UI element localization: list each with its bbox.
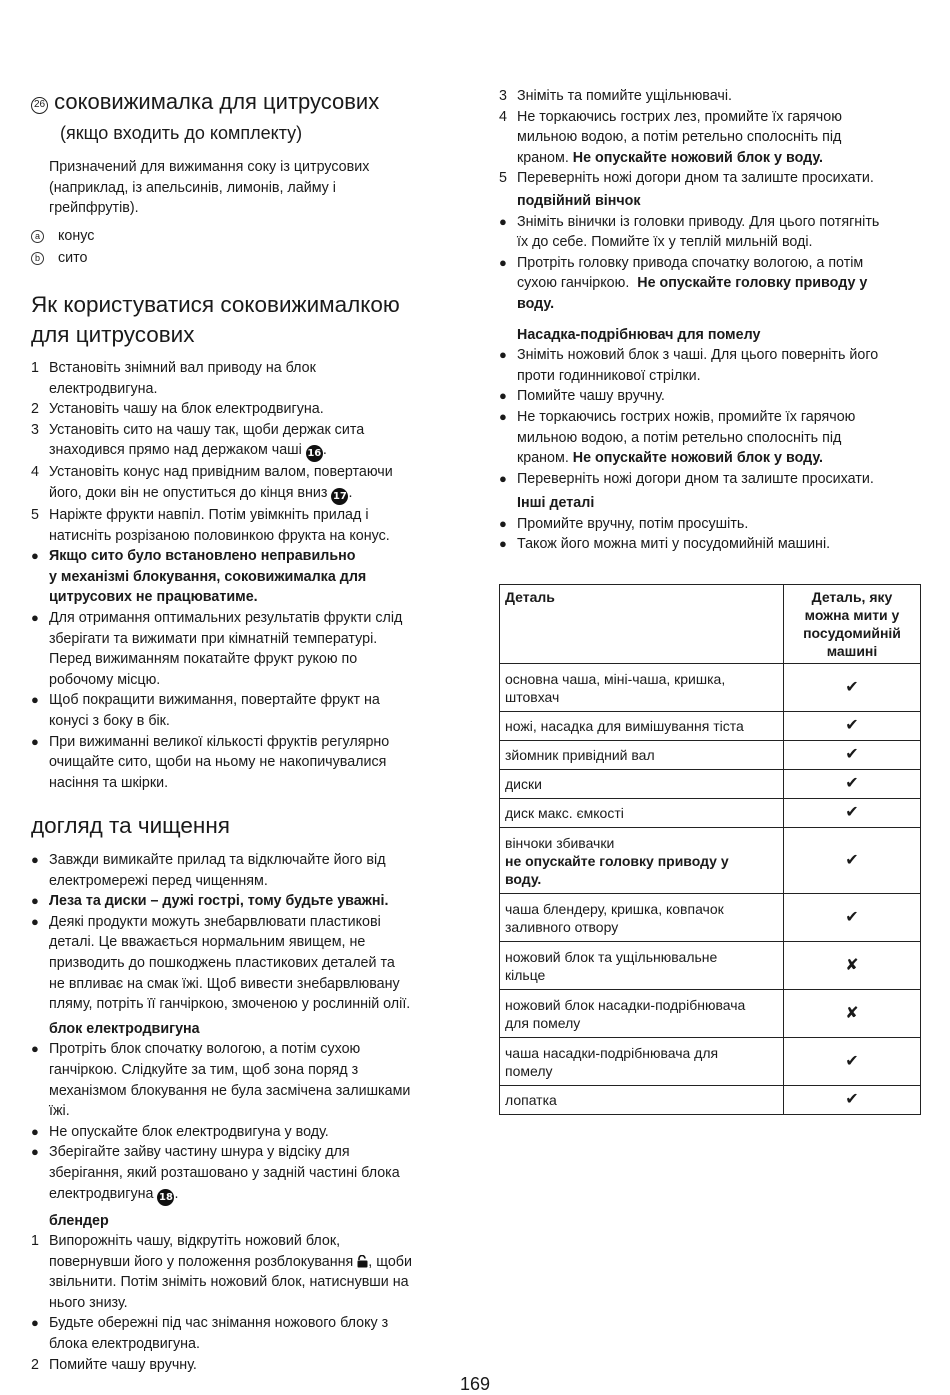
bullet-line: їжі. xyxy=(49,1103,70,1120)
bullet-line: Не опускайте блок електродвигуна у воду. xyxy=(49,1123,329,1140)
bullet-line: Леза та диски – дужі гострі, тому будьте уважні. xyxy=(49,893,389,910)
list-item xyxy=(499,86,921,107)
bullet-line: зберігання, який розташовано у задній частині блока xyxy=(49,1164,400,1181)
list-item xyxy=(499,534,921,555)
list-item xyxy=(31,546,451,608)
warning-text: Не опускайте головку приводу у xyxy=(637,275,868,292)
reference-number: 16 xyxy=(306,445,323,462)
bullet-icon: ● xyxy=(31,733,39,749)
bullet-icon: ● xyxy=(499,408,507,424)
check-icon: ✔ xyxy=(784,828,921,894)
cell-line: зйомник привідний вал xyxy=(505,747,655,763)
table-row xyxy=(500,894,921,942)
bullet-line: При вижиманні великої кількості фруктів регулярно xyxy=(49,733,390,750)
part-name-cell xyxy=(500,894,784,942)
reference-number: 18 xyxy=(157,1189,174,1206)
table-header-row xyxy=(500,585,921,664)
step-number: 3 xyxy=(31,421,39,438)
bullet-line: деталі. Це вважається нормальним явищем, не xyxy=(49,934,366,951)
step-line: краном. xyxy=(517,149,569,166)
list-item xyxy=(31,891,451,912)
table-row xyxy=(500,741,921,770)
bullet-line: Завжди вимикайте прилад та відключайте його від xyxy=(49,852,386,868)
step-line: Не торкаючись гострих лез, промийте їх гарячою xyxy=(517,108,842,125)
list-item xyxy=(31,399,451,420)
intro-line: Призначений для вижимання соку із цитрусових xyxy=(49,159,370,175)
table-row xyxy=(500,990,921,1038)
cell-line: ножовий блок та ущільнювальне xyxy=(505,948,718,965)
step-line: Установіть сито на чашу так, щоби держак сита xyxy=(49,421,365,438)
care-heading: догляд та чищення xyxy=(31,813,230,838)
reference-number: 17 xyxy=(331,488,348,505)
table-row xyxy=(500,1038,921,1086)
step-line: Установіть конус над привідним валом, повертаючи xyxy=(49,464,393,481)
bullet-line: цитрусових не працюватиме. xyxy=(49,589,258,606)
intro-line: (наприклад, із апельсинів, лимонів, лайму і xyxy=(49,179,336,196)
bullet-line: Помийте чашу вручну. xyxy=(517,388,665,405)
cell-warning-line: воду. xyxy=(505,870,542,887)
cell-line: ножовий блок насадки-подрібнювача xyxy=(505,996,746,1013)
bullet-line: краном. xyxy=(517,450,569,467)
part-name-cell xyxy=(500,942,784,990)
part-letter: b xyxy=(31,252,44,265)
list-item xyxy=(31,608,451,690)
check-icon: ✔ xyxy=(784,1086,921,1115)
bullet-line: робочому місцю. xyxy=(49,671,161,688)
part-name-cell xyxy=(500,770,784,799)
list-item xyxy=(499,407,921,469)
step-line: Випорожніть чашу, відкрутіть ножовий блок, xyxy=(49,1233,341,1250)
table-row xyxy=(500,770,921,799)
step-number: 4 xyxy=(499,108,507,125)
list-item xyxy=(499,469,921,490)
bullet-line: Переверніть ножі догори дном та залиште просихати. xyxy=(517,470,874,487)
care-section xyxy=(31,850,451,1375)
right-text xyxy=(499,86,921,555)
juicer-title-text: соковижималка для цитрусових xyxy=(54,89,380,114)
bullet-line: Щоб покращити вижимання, повертайте фрукт на xyxy=(49,692,380,709)
step-line: Установіть чашу на блок електродвигуна. xyxy=(49,401,324,418)
list-item xyxy=(31,690,451,731)
part-name-cell xyxy=(500,828,784,894)
check-icon: ✔ xyxy=(784,664,921,712)
motor-heading: блок електродвигуна xyxy=(49,1020,200,1037)
check-icon: ✔ xyxy=(784,799,921,828)
other-heading: Інші деталі xyxy=(517,495,595,512)
usage-heading-line: Як користуватися соковижималкою xyxy=(31,292,400,317)
bullet-icon: ● xyxy=(31,1144,39,1160)
bullet-icon: ● xyxy=(31,692,39,708)
warning-text: воду. xyxy=(517,295,555,312)
list-item: 3 Установіть сито на чашу так, щоби держак сита знаходився прямо над держаком чаші 16 . xyxy=(31,420,451,463)
part-label: конус xyxy=(57,228,95,244)
check-icon: ✔ xyxy=(784,741,921,770)
bullet-line: їх до себе. Помийте їх у теплій мильній воді. xyxy=(517,234,813,251)
usage-heading-line: для цитрусових xyxy=(31,322,195,347)
table-body xyxy=(500,664,921,1115)
header-line: Деталь, яку xyxy=(811,589,893,605)
list-item xyxy=(31,732,451,794)
header-line: можна мити у xyxy=(804,607,900,623)
part-letter: a xyxy=(31,230,44,243)
list-item xyxy=(31,850,451,891)
bullet-line: у механізмі блокування, соковижималка для xyxy=(49,568,367,585)
list-item xyxy=(499,386,921,407)
bullet-line: мильною водою, а потім ретельно сполосніть під xyxy=(517,429,842,446)
cross-icon: ✘ xyxy=(784,942,921,990)
cell-line: диски xyxy=(505,776,542,792)
bullet-line: ганчіркою. Слідкуйте за тим, щоб зона поряд з xyxy=(49,1061,359,1078)
part-name-cell xyxy=(500,990,784,1038)
cell-line: ножі, насадка для вимішування тіста xyxy=(505,718,744,734)
juicer-subtitle: (якщо входить до комплекту) xyxy=(60,123,303,143)
step-number: 1 xyxy=(31,360,39,376)
bullet-line: електромережі перед чищенням. xyxy=(49,872,268,889)
bullet-line: очищайте сито, щоби на ньому не накопичувалися xyxy=(49,754,387,771)
bullet-icon: ● xyxy=(31,913,39,929)
check-icon: ✔ xyxy=(784,712,921,741)
column-header-dishwasher xyxy=(784,585,921,664)
list-item xyxy=(499,514,921,535)
cell-line: чаша блендеру, кришка, ковпачок xyxy=(505,900,724,917)
step-number: 5 xyxy=(31,506,39,523)
bullet-line: проти годинникової стрілки. xyxy=(517,367,701,384)
bullet-icon: ● xyxy=(499,388,507,404)
cell-line: основна чаша, міні-чаша, кришка, xyxy=(505,670,726,687)
bullet-icon: ● xyxy=(499,536,507,552)
cell-line: кільце xyxy=(505,966,546,983)
step-number: 3 xyxy=(499,88,507,104)
bullet-icon: ● xyxy=(499,470,507,486)
list-item xyxy=(31,505,451,546)
section-number: 26 xyxy=(31,97,48,114)
bullet-icon: ● xyxy=(31,1315,39,1331)
bullet-line: Промийте вручну, потім просушіть. xyxy=(517,515,749,532)
usage-heading xyxy=(31,290,471,350)
bullet-line: пляму, потріть її ганчіркою, змоченою у рослинній олії. xyxy=(49,996,411,1013)
table-row xyxy=(500,712,921,741)
table-row xyxy=(500,1086,921,1115)
step-line: знаходився прямо над держаком чаші xyxy=(49,442,302,459)
list-item xyxy=(499,345,921,386)
mill-heading: Насадка-подрібнювач для помелу xyxy=(517,326,761,343)
table-row xyxy=(500,828,921,894)
intro-line: грейпфрутів). xyxy=(49,200,139,217)
cell-line: помелу xyxy=(505,1062,553,1079)
cross-icon: ✘ xyxy=(784,990,921,1038)
step-number: 2 xyxy=(31,1356,39,1373)
cell-line: штовхач xyxy=(505,688,560,705)
list-item xyxy=(31,358,451,399)
bullet-line: Зберігайте зайву частину шнура у відсіку для xyxy=(49,1144,350,1161)
bullet-line: зберігати та вижимати при кімнатній температурі. xyxy=(49,630,378,647)
table-row xyxy=(500,942,921,990)
list-item: ● Зберігайте зайву частину шнура у відсіку для зберігання, який розташовано у задній частині блока електродвигуна 18 . xyxy=(31,1142,451,1205)
step-line: нього знизу. xyxy=(49,1294,128,1311)
bullet-line: насіння та шкірки. xyxy=(49,774,169,791)
bullet-icon: ● xyxy=(499,213,507,229)
cell-line: диск макс. ємкості xyxy=(505,805,624,821)
table-row xyxy=(500,664,921,712)
bullet-line: конусі з боку в бік. xyxy=(49,712,170,729)
unlock-icon xyxy=(357,1255,368,1268)
usage-steps xyxy=(31,358,451,793)
step-line: Зніміть та помийте ущільнювачі. xyxy=(517,88,732,104)
list-item xyxy=(499,253,921,315)
juicer-title xyxy=(31,88,471,116)
bullet-line: не впливає на смак їжі. Щоб вивести знебарвлювану xyxy=(49,975,400,992)
page-number: 169 xyxy=(459,1374,491,1394)
list-item xyxy=(31,1313,451,1354)
bullet-line: Зніміть вінички із головки приводу. Для цього потягніть xyxy=(517,213,880,230)
column-header-part: Деталь xyxy=(500,585,784,664)
bullet-line: Зніміть ножовий блок з чаші. Для цього поверніть його xyxy=(517,347,879,364)
step-line: повернувши його у положення розблокування xyxy=(49,1253,354,1270)
bullet-line: Деякі продукти можуть знебарвлювати пластикові xyxy=(49,913,381,930)
cell-line: для помелу xyxy=(505,1014,581,1031)
part-item xyxy=(31,248,94,269)
header-line: машині xyxy=(826,643,878,659)
part-name-cell xyxy=(500,712,784,741)
bullet-line: Не торкаючись гострих ножів, промийте їх гарячою xyxy=(517,408,856,425)
cell-line: заливного отвору xyxy=(505,918,619,935)
blender-heading: блендер xyxy=(49,1212,109,1229)
step-line: Наріжте фрукти навпіл. Потім увімкніть прилад і xyxy=(49,506,369,523)
table-row xyxy=(500,799,921,828)
list-item: 4 Установіть конус над привідним валом, повертаючи його, доки він не опуститься до кінця вниз 17 . xyxy=(31,462,451,505)
bullet-icon: ● xyxy=(31,609,39,625)
bullet-line: Будьте обережні під час знімання ножового блоку з xyxy=(49,1315,389,1332)
step-line: , щоби xyxy=(368,1253,412,1270)
cell-line: лопатка xyxy=(505,1092,557,1108)
list-item xyxy=(31,1122,451,1143)
bullet-icon: ● xyxy=(499,347,507,363)
list-item xyxy=(499,168,921,189)
step-number: 2 xyxy=(31,401,39,418)
list-item xyxy=(31,1355,451,1376)
dishwasher-table xyxy=(499,584,921,1115)
list-item xyxy=(499,212,921,253)
bullet-line: електродвигуна xyxy=(49,1185,154,1202)
step-line: Встановіть знімний вал приводу на блок xyxy=(49,360,316,376)
check-icon: ✔ xyxy=(784,894,921,942)
step-line: його, доки він не опуститься до кінця вниз xyxy=(49,484,328,501)
bullet-line: сухою ганчіркою. xyxy=(517,275,630,292)
bullet-line: Протріть головку привода спочатку вологою, а потім xyxy=(517,254,864,271)
step-line: натисніть розрізаною половинкою фрукта на конус. xyxy=(49,527,390,544)
step-number: 1 xyxy=(31,1233,39,1250)
warning-text: Не опускайте ножовий блок у воду. xyxy=(572,149,824,166)
list-item xyxy=(31,912,451,1015)
whisk-heading: подвійний вінчок xyxy=(517,192,641,209)
bullet-icon: ● xyxy=(31,548,39,564)
bullet-line: Якщо сито було встановлено неправильно xyxy=(49,548,356,565)
step-line: звільнити. Потім зніміть ножовий блок, натиснувши на xyxy=(49,1274,409,1291)
bullet-line: Також його можна миті у посудомийній машині. xyxy=(517,536,831,553)
bullet-icon: ● xyxy=(31,893,39,909)
bullet-icon: ● xyxy=(499,515,507,531)
bullet-icon: ● xyxy=(31,1123,39,1139)
header-line: посудомийній xyxy=(803,625,901,641)
bullet-icon: ● xyxy=(31,1041,39,1057)
bullet-line: призводить до пошкоджень пластикових деталей та xyxy=(49,954,395,971)
list-item xyxy=(31,1039,451,1121)
bullet-icon: ● xyxy=(31,852,39,867)
cell-line: вінчоки збивачки xyxy=(505,834,615,851)
step-line: Переверніть ножі догори дном та залиште просихати. xyxy=(517,170,874,187)
step-number: 4 xyxy=(31,464,39,481)
bullet-line: блока електродвигуна. xyxy=(49,1336,200,1353)
bullet-line: механізмом блокування не була засмічена залишками xyxy=(49,1082,411,1099)
step-number: 5 xyxy=(499,170,507,187)
part-name-cell xyxy=(500,799,784,828)
part-name-cell xyxy=(500,741,784,770)
bullet-line: Для отримання оптимальних результатів фрукти слід xyxy=(49,609,403,626)
bullet-line: Протріть блок спочатку вологою, а потім сухою xyxy=(49,1041,361,1058)
step-line: електродвигуна. xyxy=(49,380,158,397)
part-item xyxy=(31,226,94,248)
cell-warning-line: не опускайте головку приводу у xyxy=(505,852,729,869)
bullet-icon: ● xyxy=(499,254,507,270)
warning-text: Не опускайте ножовий блок у воду. xyxy=(572,450,824,467)
part-name-cell xyxy=(500,664,784,712)
part-name-cell xyxy=(500,1038,784,1086)
check-icon: ✔ xyxy=(784,1038,921,1086)
list-item xyxy=(31,1231,451,1313)
part-label: сито xyxy=(57,250,88,266)
step-line: мильною водою, а потім ретельно сполосніть під xyxy=(517,129,842,146)
bullet-line: Перед вижиманням покатайте фрукт рукою по xyxy=(49,651,358,668)
part-name-cell xyxy=(500,1086,784,1115)
juicer-parts-list xyxy=(31,226,94,269)
juicer-intro xyxy=(49,157,469,219)
list-item xyxy=(499,107,921,169)
step-line: Помийте чашу вручну. xyxy=(49,1356,197,1373)
cell-line: чаша насадки-подрібнювача для xyxy=(505,1044,719,1061)
check-icon: ✔ xyxy=(784,770,921,799)
